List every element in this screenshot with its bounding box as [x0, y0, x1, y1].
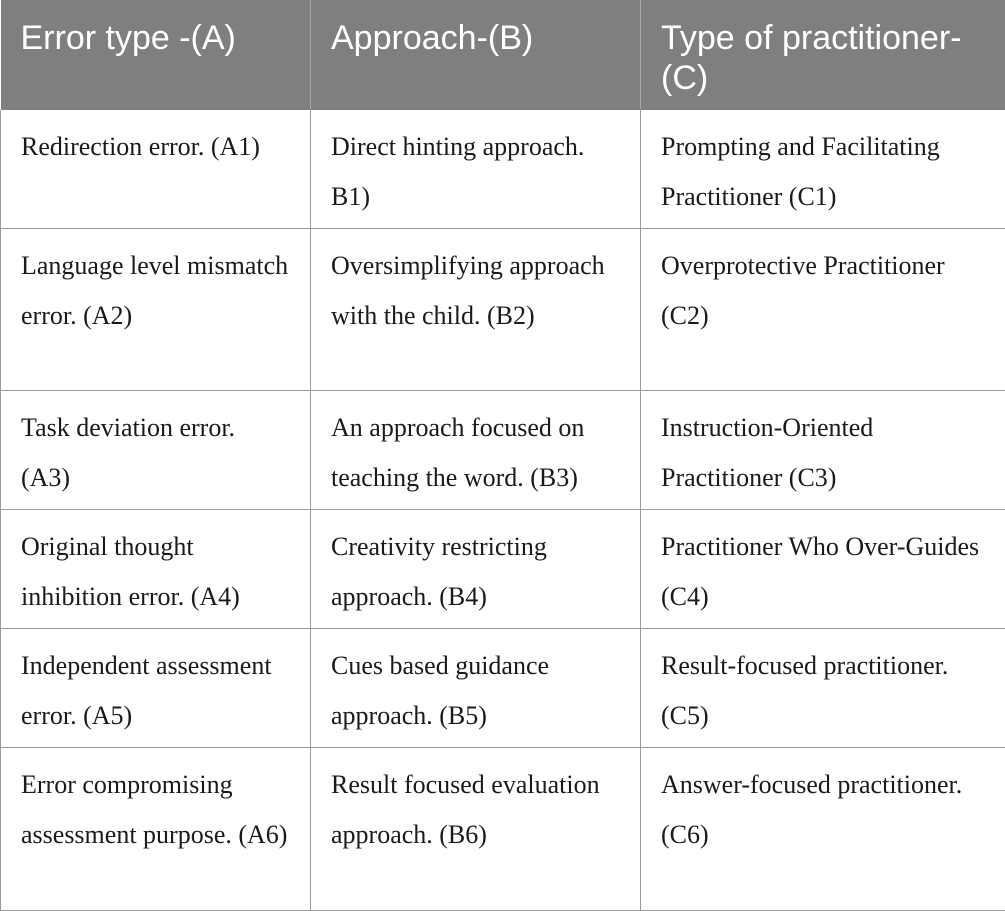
cell-error-type: Independent assessment error. (A5)	[1, 629, 311, 748]
cell-practitioner-type: Instruction-Oriented Practitioner (C3)	[641, 391, 1005, 510]
cell-practitioner-type: Prompting and Facilitating Practitioner (C1)	[641, 110, 1005, 229]
table-body	[1, 110, 1005, 911]
header-row	[1, 0, 1005, 110]
cell-practitioner-type: Overprotective Practitioner (C2)	[641, 229, 1005, 391]
cell-error-type: Original thought inhibition error. (A4)	[1, 510, 311, 629]
cell-approach: Oversimplifying approach with the child. (B2)	[311, 229, 641, 391]
table-row	[1, 229, 1005, 391]
cell-error-type: Task deviation error. (A3)	[1, 391, 311, 510]
cell-practitioner-type: Answer-focused practitioner. (C6)	[641, 748, 1005, 911]
table-row	[1, 748, 1005, 911]
cell-practitioner-type: Practitioner Who Over-Guides (C4)	[641, 510, 1005, 629]
cell-error-type: Redirection error. (A1)	[1, 110, 311, 229]
cell-approach: Creativity restricting approach. (B4)	[311, 510, 641, 629]
cell-approach: Direct hinting approach. B1)	[311, 110, 641, 229]
cell-approach: An approach focused on teaching the word. (B3)	[311, 391, 641, 510]
header-practitioner-type: Type of practitioner-(C)	[641, 0, 1005, 110]
cell-approach: Result focused evaluation approach. (B6)	[311, 748, 641, 911]
cell-practitioner-type: Result-focused practitioner. (C5)	[641, 629, 1005, 748]
table-header	[1, 0, 1005, 110]
table-row	[1, 391, 1005, 510]
cell-error-type: Language level mismatch error. (A2)	[1, 229, 311, 391]
cell-error-type: Error compromising assessment purpose. (A6)	[1, 748, 311, 911]
header-approach: Approach-(B)	[311, 0, 641, 110]
cell-approach: Cues based guidance approach. (B5)	[311, 629, 641, 748]
table-row	[1, 629, 1005, 748]
table-row	[1, 510, 1005, 629]
table-row	[1, 110, 1005, 229]
header-error-type: Error type -(A)	[1, 0, 311, 110]
